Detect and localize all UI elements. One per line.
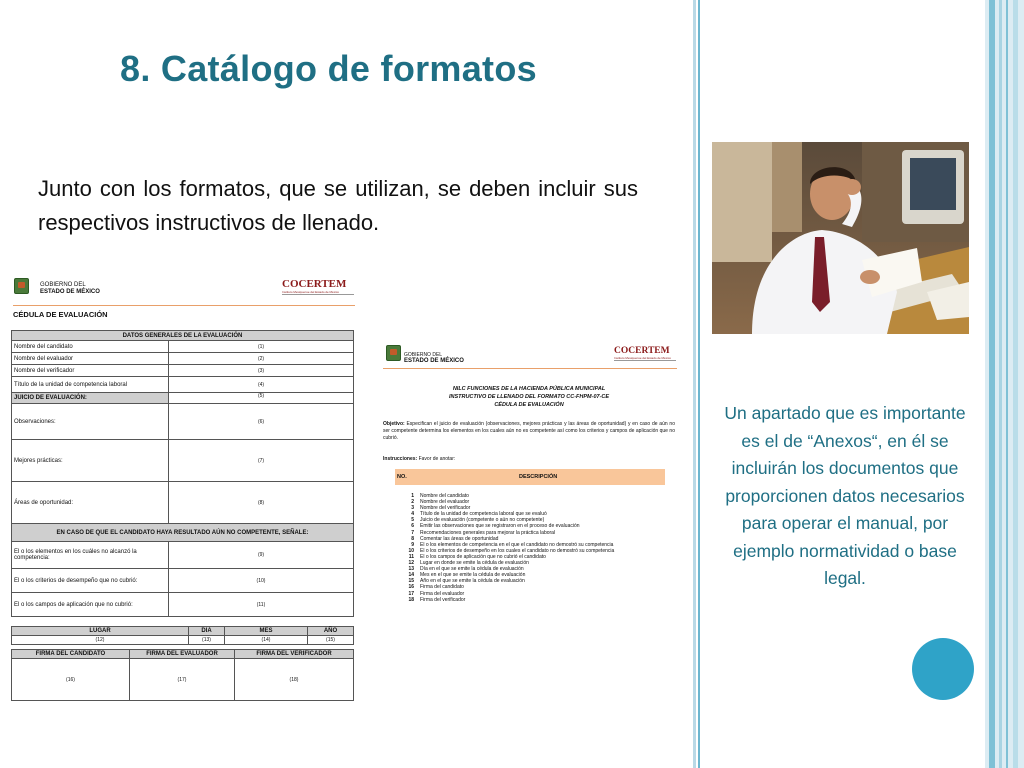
instruction-number: 4 (411, 511, 414, 518)
instruction-number: 11 (408, 553, 414, 560)
instruction-number: 3 (411, 505, 414, 512)
instruction-item (395, 597, 614, 603)
border-strip (693, 0, 696, 768)
instruction-text: Nombre del candidato (420, 493, 469, 499)
instruction-number: 9 (411, 541, 414, 548)
instruction-number: 14 (408, 572, 414, 579)
form-title: CÉDULA DE EVALUACIÓN (13, 310, 108, 319)
instruction-number: 10 (408, 547, 414, 554)
evaluation-table: DATOS GENERALES DE LA EVALUACIÓN Nombre del candidato (1) Nombre del evaluador (2) Nombre del verificador (3) Título de la unidad de competencia laboral (4) JUICIO DE EVALUACIÓN: (5) Observaciones: (6) Mejores prácticas: (7) Áreas de oportunidad: (8) EN CASO DE QUE EL CANDIDATO HAYA RESULTADO AÚN NO COMPETENTE, SEÑALE: El o los elementos en los cuáles no alcanzó la competencia: (9) El o los criterios de desempeño que no cubrió: (10) El o los campos de aplicación que no cubrió: (11) (11, 330, 354, 617)
gov-logo-text: GOBIERNO DEL ESTADO DE MÉXICO (404, 352, 464, 364)
instruction-text: Día en el que se emite la cédula de evaluación (420, 566, 524, 573)
form-instructivo (378, 335, 680, 647)
instruction-number: 17 (408, 590, 414, 597)
instruction-text: Firma del evaluador (420, 590, 465, 597)
instructivo-title-3: CÉDULA DE EVALUACIÓN (494, 402, 564, 408)
instruction-text: El o los elementos de competencia en el que el candidato no demostró su competencia (420, 541, 614, 548)
border-strip (1013, 0, 1018, 768)
gov-seal-icon (14, 278, 29, 294)
instruction-number: 2 (411, 499, 414, 506)
divider (13, 305, 355, 306)
instructivo-title-2: INSTRUCTIVO DE LLENADO DEL FORMATO CC-FHPM-07-CE (448, 394, 610, 400)
cocertem-logo: COCERTEM Instituto Mexiquense del Estado de México (614, 346, 676, 361)
instruction-text: Mes en el que se emite la cédula de evaluación (420, 572, 526, 579)
gov-logo-text: GOBIERNO DEL ESTADO DE MÉXICO (40, 282, 100, 295)
instruction-text: Firma del candidato (420, 584, 464, 591)
instruction-text: Lugar en donde se emite la cédula de evaluación (420, 560, 529, 567)
cocertem-logo: COCERTEM Instituto Mexiquense del Estado de México (282, 278, 354, 295)
border-strip (1006, 0, 1008, 768)
signature-table: FIRMA DEL CANDIDATO FIRMA DEL EVALUADOR FIRMA DEL VERIFICADOR (16) (17) (18) (11, 649, 354, 701)
instruction-text: Comentar las áreas de oportunidad (420, 535, 499, 542)
instruction-number: 1 (411, 493, 414, 499)
instruction-text: Nombre del verificador (420, 505, 471, 512)
objetivo-text: Objetivo: Especifican el juicio de evaluación (observaciones, mejores prácticas y las áreas de oportunidad) y en caso de aún no ser competente determina los elementos en los cuales aún no es competente así como los criterios y campos de aplicación que no cubrió. (383, 421, 675, 441)
instruction-text: Recomendaciones generales para mejorar la práctica laboral (420, 529, 556, 536)
instruction-number: 13 (408, 566, 414, 573)
instruction-number: 6 (411, 523, 414, 530)
decorative-circle (912, 638, 974, 700)
instruction-text: Año en el que se emite la cédula de evaluación (420, 578, 525, 585)
instruction-number: 18 (408, 596, 414, 603)
instruction-text: El o los criterios de desempeño en los cuales el candidato no demostró su competencia (420, 547, 615, 554)
instruction-number: 15 (408, 578, 414, 585)
body-text: Junto con los formatos, que se utilizan, se deben incluir sus respectivos instructivos de llenado. (38, 176, 638, 235)
instruction-text: Firma del verificador (420, 596, 466, 603)
office-worker-photo (712, 142, 969, 334)
instruction-text: Emitir las observaciones que se registraron en el proceso de evaluación (420, 523, 580, 530)
border-strip (989, 0, 995, 768)
instruction-text: Nombre del evaluador (420, 499, 470, 506)
instruction-text: El o los campos de aplicación que no cubrió el candidato (420, 553, 546, 560)
instruction-text: Juicio de evaluación (competente o aún no competente) (420, 517, 545, 524)
border-strip (698, 0, 700, 768)
gov-seal-icon (386, 345, 401, 361)
instructivo-title-1: NILC FUNCIONES DE LA HACIENDA PÚBLICA MUNICIPAL (452, 386, 606, 392)
instruction-number: 7 (411, 529, 414, 536)
border-strip (999, 0, 1002, 768)
description-table-header: NO. DESCRIPCIÓN (395, 469, 665, 485)
instruction-number: 12 (408, 560, 414, 567)
place-date-table: LUGAR DIA MES AÑO (12) (13) (14) (15) (11, 626, 354, 645)
instruction-number: 16 (408, 584, 414, 591)
divider (383, 368, 677, 369)
instrucciones-text: Instrucciones: Favor de anotar: (383, 456, 456, 462)
form-cedula-evaluacion (8, 268, 356, 704)
instruction-number: 8 (411, 535, 414, 542)
anexos-caption: Un apartado que es importante es el de “Anexos“, en él se incluirán los documentos que proporcionen datos necesarios para operar el manual, por ejemplo normatividad o base legal. (724, 403, 966, 588)
instruction-text: Título de la unidad de competencia laboral que se evaluó (420, 511, 547, 518)
instruction-number: 5 (411, 517, 414, 524)
slide-title: 8. Catálogo de formatos (120, 48, 537, 89)
instruction-list (395, 493, 614, 603)
